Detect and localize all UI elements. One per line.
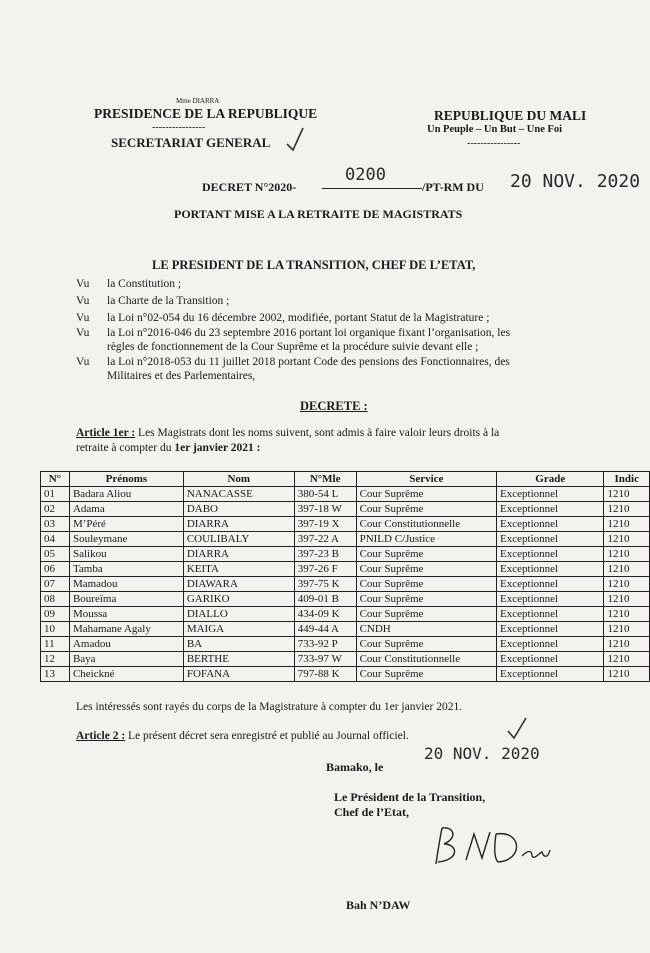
table-cell: Baya xyxy=(69,652,183,667)
table-cell: 01 xyxy=(41,487,70,502)
table-cell: 1210 xyxy=(604,487,650,502)
table-cell: 434-09 K xyxy=(294,607,356,622)
table-cell: 1210 xyxy=(604,517,650,532)
table-cell: MAIGA xyxy=(183,622,294,637)
table-cell: BA xyxy=(183,637,294,652)
table-cell: 12 xyxy=(41,652,70,667)
checkmark-icon xyxy=(505,713,529,743)
table-cell: Cour Suprême xyxy=(356,577,496,592)
decrete-heading: DECRETE : xyxy=(300,399,368,413)
table-cell: 04 xyxy=(41,532,70,547)
decree-suffix: /PT-RM DU xyxy=(422,180,484,194)
article-1-text: Les Magistrats dont les noms suivent, sont admis à faire valoir leurs droits à la xyxy=(138,427,500,439)
table-cell: DIARRA xyxy=(183,517,294,532)
table-cell: Cour Constitutionnelle xyxy=(356,517,496,532)
table-cell: Exceptionnel xyxy=(497,637,604,652)
table-cell: 397-19 X xyxy=(294,517,356,532)
table-header-row xyxy=(41,472,650,487)
table-cell: BERTHE xyxy=(183,652,294,667)
column-header: N° xyxy=(41,472,70,487)
table-cell: Adama xyxy=(69,502,183,517)
table-cell: 06 xyxy=(41,562,70,577)
visa-text: la Constitution ; xyxy=(107,278,182,290)
article-2 xyxy=(76,729,409,744)
table-cell: 1210 xyxy=(604,622,650,637)
signatory-title-2: Chef de l’Etat, xyxy=(334,805,409,819)
table-cell: M’Péré xyxy=(69,517,183,532)
table-cell: 733-97 W xyxy=(294,652,356,667)
article-1-date: 1er janvier 2021 : xyxy=(174,442,261,454)
table-cell: Salikou xyxy=(69,547,183,562)
visa-label: Vu xyxy=(76,312,90,324)
table-cell: Exceptionnel xyxy=(497,622,604,637)
table-cell: 11 xyxy=(41,637,70,652)
table-row xyxy=(41,562,650,577)
column-header: Grade xyxy=(497,472,604,487)
column-header: Indic xyxy=(604,472,650,487)
republic-motto: Un Peuple – Un But – Une Foi xyxy=(427,124,563,135)
table-cell: 1210 xyxy=(604,652,650,667)
table-cell: Cour Suprême xyxy=(356,487,496,502)
table-cell: DIALLO xyxy=(183,607,294,622)
column-header: N°Mle xyxy=(294,472,356,487)
visa-text: la Loi n°02-054 du 16 décembre 2002, modifiée, portant Statut de la Magistrature ; xyxy=(107,312,490,324)
article-2-label: Article 2 : xyxy=(76,730,126,742)
table-cell: 1210 xyxy=(604,577,650,592)
right-dashes: ---------------- xyxy=(467,138,521,149)
magistrates-table xyxy=(40,471,650,682)
table-cell: Cour Suprême xyxy=(356,637,496,652)
presidency-title: PRESIDENCE DE LA REPUBLIQUE xyxy=(94,106,318,121)
table-cell: Cour Suprême xyxy=(356,562,496,577)
table-cell: 1210 xyxy=(604,502,650,517)
decree-date: 20 NOV. 2020 xyxy=(510,171,641,192)
table-cell: 1210 xyxy=(604,667,650,682)
table-cell: Exceptionnel xyxy=(497,607,604,622)
table-cell: 13 xyxy=(41,667,70,682)
table-cell: 03 xyxy=(41,517,70,532)
article-1-label: Article 1er : xyxy=(76,427,136,439)
table-cell: Badara Aliou xyxy=(69,487,183,502)
visa-text: la Loi n°2018-053 du 11 juillet 2018 portant Code des pensions des Fonctionnaires, des xyxy=(107,356,510,368)
column-header: Service xyxy=(356,472,496,487)
table-cell: Exceptionnel xyxy=(497,517,604,532)
table-cell: CNDH xyxy=(356,622,496,637)
visa-label: Vu xyxy=(76,278,90,290)
visa-text-cont: règles de fonctionnement de la Cour Suprême et la procédure suivie devant elle ; xyxy=(107,341,479,353)
column-header: Nom xyxy=(183,472,294,487)
visa-label: Vu xyxy=(76,327,90,339)
table-cell: DABO xyxy=(183,502,294,517)
table-cell: 397-22 A xyxy=(294,532,356,547)
table-cell: Tamba xyxy=(69,562,183,577)
article-2-text: Le présent décret sera enregistré et publié au Journal officiel. xyxy=(128,730,409,742)
table-row xyxy=(41,517,650,532)
table-cell: 02 xyxy=(41,502,70,517)
table-cell: Cour Constitutionnelle xyxy=(356,652,496,667)
table-cell: COULIBALY xyxy=(183,532,294,547)
visa-text: la Charte de la Transition ; xyxy=(107,295,230,307)
signatory-title-1: Le Président de la Transition, xyxy=(334,790,486,804)
table-cell: Amadou xyxy=(69,637,183,652)
table-cell: FOFANA xyxy=(183,667,294,682)
table-cell: 07 xyxy=(41,577,70,592)
table-cell: 1210 xyxy=(604,562,650,577)
table-cell: 409-01 B xyxy=(294,592,356,607)
table-cell: 09 xyxy=(41,607,70,622)
table-cell: KEITA xyxy=(183,562,294,577)
table-cell: DIARRA xyxy=(183,547,294,562)
table-cell: Cour Suprême xyxy=(356,502,496,517)
table-cell: 05 xyxy=(41,547,70,562)
table-row xyxy=(41,502,650,517)
decree-authority: LE PRESIDENT DE LA TRANSITION, CHEF DE L’ETAT, xyxy=(152,258,476,272)
visa-text-cont: Militaires et des Parlementaires, xyxy=(107,370,256,382)
table-cell: Exceptionnel xyxy=(497,532,604,547)
table-cell: 1210 xyxy=(604,592,650,607)
visa-text: la Loi n°2016-046 du 23 septembre 2016 portant loi organique fixant l’organisation, les xyxy=(107,327,511,339)
after-table-text: Les intéressés sont rayés du corps de la Magistrature à compter du 1er janvier 2021. xyxy=(76,701,463,713)
table-cell: Exceptionnel xyxy=(497,577,604,592)
table-cell: DIAWARA xyxy=(183,577,294,592)
table-cell: Souleymane xyxy=(69,532,183,547)
table-cell: 397-18 W xyxy=(294,502,356,517)
table-cell: 380-54 L xyxy=(294,487,356,502)
table-cell: Exceptionnel xyxy=(497,502,604,517)
table-cell: 449-44 A xyxy=(294,622,356,637)
table-row xyxy=(41,667,650,682)
table-cell: 1210 xyxy=(604,637,650,652)
table-row xyxy=(41,532,650,547)
annotation-note: Mme DIARRA xyxy=(176,97,220,105)
article-1 xyxy=(76,426,636,456)
table-row xyxy=(41,577,650,592)
table-cell: GARIKO xyxy=(183,592,294,607)
place-label: Bamako, le xyxy=(326,760,384,774)
table-cell: Exceptionnel xyxy=(497,667,604,682)
table-cell: 1210 xyxy=(604,607,650,622)
column-header: Prénoms xyxy=(69,472,183,487)
visa-label: Vu xyxy=(76,356,90,368)
secretariat-title: SECRETARIAT GENERAL xyxy=(111,135,271,150)
table-cell: Exceptionnel xyxy=(497,592,604,607)
signature-date: 20 NOV. 2020 xyxy=(424,744,540,763)
republic-title: REPUBLIQUE DU MALI xyxy=(434,108,587,123)
table-cell: Cour Suprême xyxy=(356,592,496,607)
table-cell: 1210 xyxy=(604,532,650,547)
article-1-text-cont: retraite à compter du xyxy=(76,442,172,454)
table-cell: Mahamane Agaly xyxy=(69,622,183,637)
table-cell: Exceptionnel xyxy=(497,562,604,577)
table-row xyxy=(41,592,650,607)
table-cell: Cheickné xyxy=(69,667,183,682)
table-row xyxy=(41,607,650,622)
table-row xyxy=(41,622,650,637)
table-cell: Cour Suprême xyxy=(356,667,496,682)
table-cell: Exceptionnel xyxy=(497,547,604,562)
table-cell: 08 xyxy=(41,592,70,607)
decree-prefix: DECRET N°2020- xyxy=(202,180,297,194)
table-row xyxy=(41,487,650,502)
table-cell: Exceptionnel xyxy=(497,652,604,667)
table-cell: Boureïma xyxy=(69,592,183,607)
table-cell: Cour Suprême xyxy=(356,607,496,622)
signatory-name: Bah N’DAW xyxy=(346,898,411,912)
table-cell: NANACASSE xyxy=(183,487,294,502)
table-cell: 397-26 F xyxy=(294,562,356,577)
signature-image xyxy=(424,820,554,872)
decree-subject: PORTANT MISE A LA RETRAITE DE MAGISTRATS xyxy=(174,207,463,221)
decree-number-line xyxy=(322,188,422,189)
table-cell: Moussa xyxy=(69,607,183,622)
visa-label: Vu xyxy=(76,295,90,307)
table-cell: 397-75 K xyxy=(294,577,356,592)
table-cell: Cour Suprême xyxy=(356,547,496,562)
svg-text:B N'Daw: B N'Daw xyxy=(424,820,428,821)
checkmark-icon xyxy=(284,124,306,154)
table-cell: Exceptionnel xyxy=(497,487,604,502)
table-cell: 1210 xyxy=(604,547,650,562)
table-cell: PNILD C/Justice xyxy=(356,532,496,547)
table-cell: 10 xyxy=(41,622,70,637)
table-row xyxy=(41,652,650,667)
table-row xyxy=(41,547,650,562)
table-cell: 733-92 P xyxy=(294,637,356,652)
left-dashes: ---------------- xyxy=(152,122,206,133)
table-cell: 797-88 K xyxy=(294,667,356,682)
table-row xyxy=(41,637,650,652)
table-cell: 397-23 B xyxy=(294,547,356,562)
table-cell: Mamadou xyxy=(69,577,183,592)
decree-number: 0200 xyxy=(345,165,386,185)
